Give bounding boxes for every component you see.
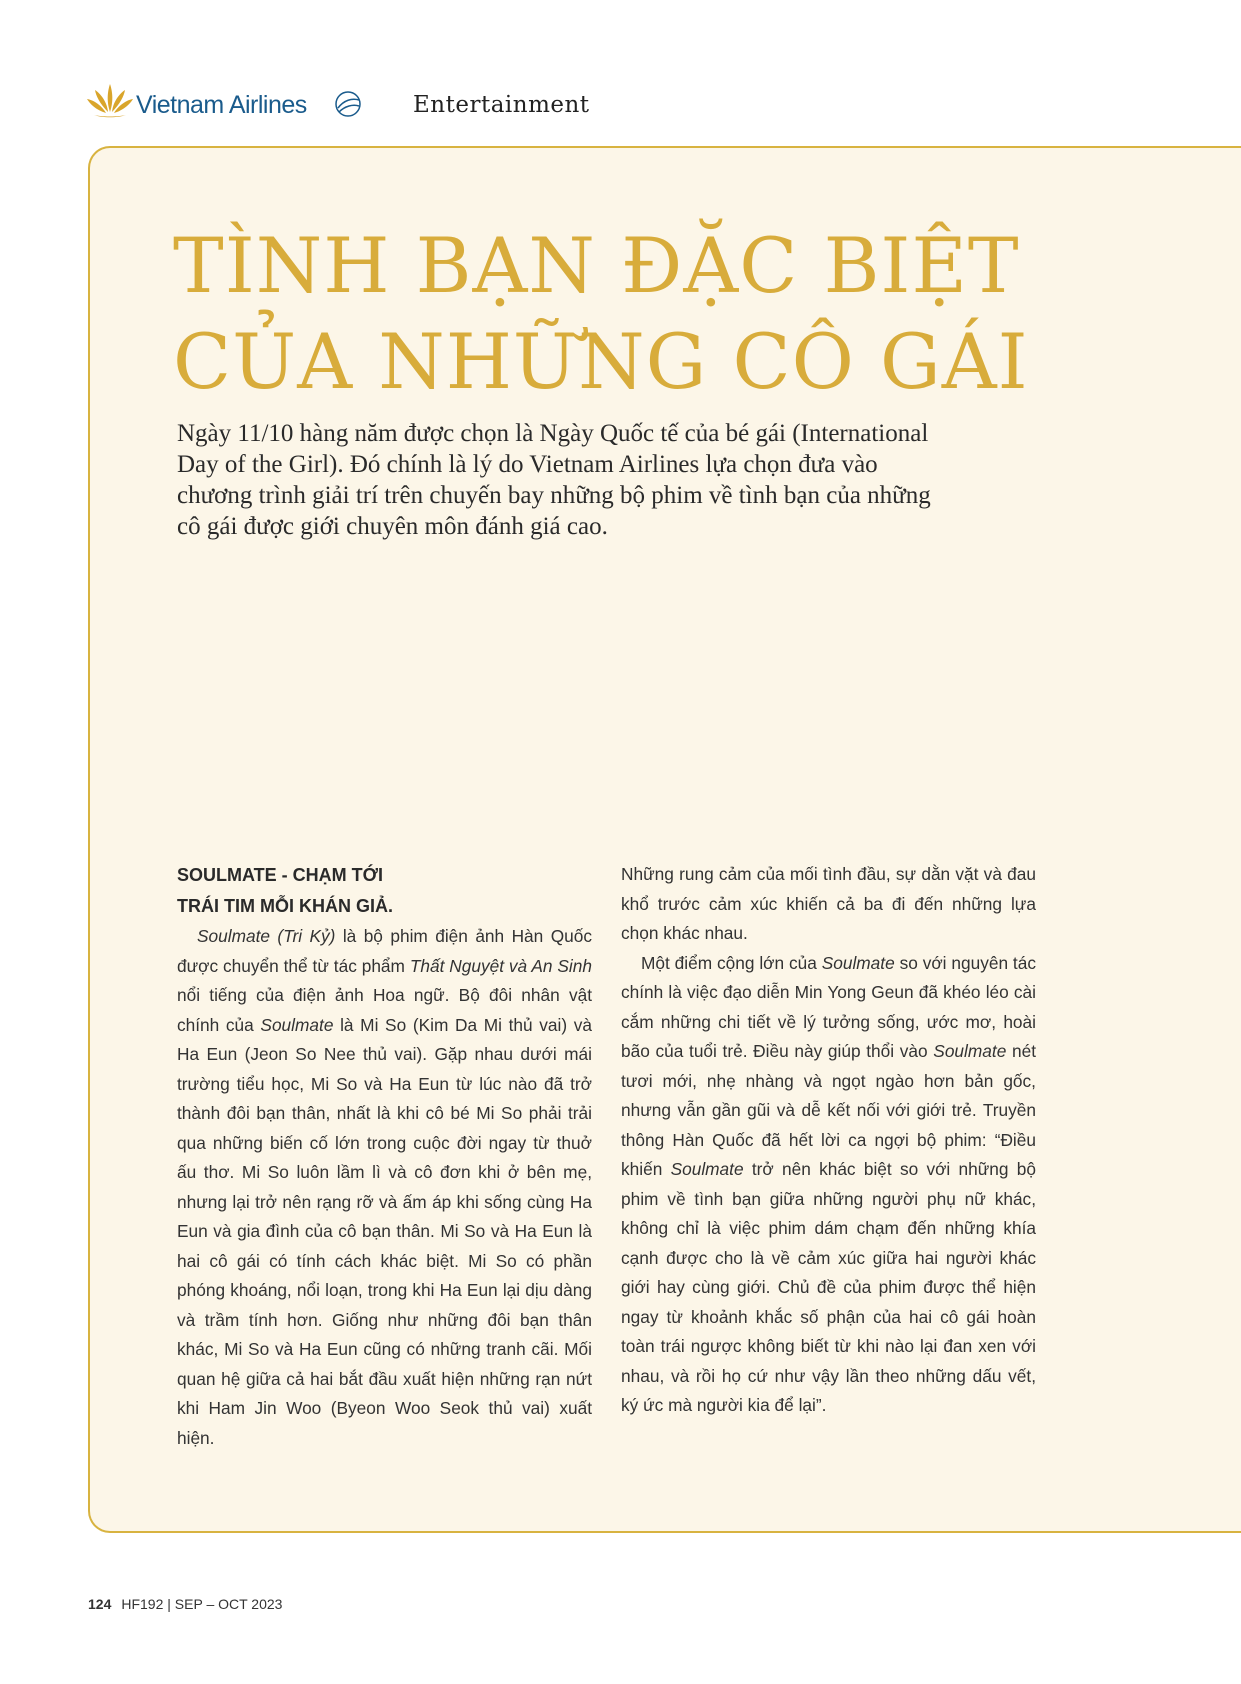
text-run: so với nguyên tác chính là việc đạo diễn Min Yong Geun đã khéo léo cài cắm những chi tiết về lý tưởng sống, ước mơ, hoài bão của tuổi trẻ. Điều này giúp thổi vào [621,952,1036,1061]
film-title: Soulmate [821,952,895,973]
text-run: Một điểm cộng lớn của [641,952,822,973]
text-run: trở nên khác biệt so với những bộ phim về tình bạn giữa những người phụ nữ khác, không chỉ là việc phim dám chạm đến những khía cạnh được cho là về cảm xúc giữa hai người khác giới hay cùng giới. Chủ đề của phim được thể hiện ngay từ khoảnh khắc số phận của hai cô gái hoàn toàn trái ngược không biết từ khi nào lại đan xen với nhau, và rồi họ cứ như vậy lần theo những dấu vết, ký ức mà người kia để lại”. [621,1159,1037,1415]
page-footer [88,1596,282,1612]
page-number: 124 [88,1596,112,1612]
text-run: là bộ phim điện ảnh Hàn Quốc được chuyển thể từ tác phẩm [177,926,592,976]
film-title: Soulmate [933,1041,1007,1061]
paragraph-3 [621,949,1036,1421]
text-run: là Mi So (Kim Da Mi thủ vai) và Ha Eun (Jeon So Nee thủ vai). Gặp nhau dưới mái trường tiểu học, Mi So và Ha Eun từ lúc nào đã trở thành đôi bạn thân, nhất là khi cô bé Mi So phải trải qua những biến cố lớn trong cuộc đời ngay từ thuở ấu thơ. Mi So luôn lầm lì và cô đơn khi ở bên mẹ, nhưng lại trở nên rạng rỡ và ấm áp khi sống cùng Ha Eun và gia đình của cô bạn thân. Mi So và Ha Eun là hai cô gái có tính cách khác biệt. Mi So có phần phóng khoáng, nổi loạn, trong khi Ha Eun lại dịu dàng và trầm tính hơn. Giống như những đôi bạn thân khác, Mi So và Ha Eun cũng có những tranh cãi. Mối quan hệ giữa cả hai bắt đầu xuất hiện những rạn nứt khi Ham Jin Woo (Byeon Woo Seok thủ vai) xuất hiện. [177,1014,592,1448]
issue-info: HF192 | SEP – OCT 2023 [121,1596,283,1612]
film-title: Soulmate [260,1014,334,1035]
article-intro: Ngày 11/10 hàng năm được chọn là Ngày Quốc tế của bé gái (International Day of the Girl). Đó chính là lý do Vietnam Airlines lựa chọn đưa vào chương trình giải trí trên chuyến bay những bộ phim về tình bạn của những cô gái được giới chuyên môn đánh giá cao. [177,420,931,540]
column-left [177,860,592,1453]
text-run: nét tươi mới, nhẹ nhàng và ngọt ngào hơn bản gốc, nhưng vẫn gần gũi và dễ kết nối với giới trẻ. Truyền thông Hàn Quốc đã hết lời ca ngợi bộ phim: “Điều khiến [621,1041,1036,1179]
title-line-2: CỦA NHỮNG CÔ GÁI [173,317,1029,406]
title-line-1: TÌNH BẠN ĐẶC BIỆT [173,221,1020,310]
subhead [177,860,592,922]
skyteam-icon [336,92,360,116]
vietnam-airlines-logo [86,82,386,128]
section-label: Entertainment [413,92,590,118]
paragraph-2: Những rung cảm của mối tình đầu, sự dằn vặt và đau khổ trước cảm xúc khiến cả ba đi đến những lựa chọn khác nhau. [621,864,1036,943]
source-work-title: Thất Nguyệt và An Sinh [409,955,592,976]
column-right [621,860,1036,1421]
paragraph-1 [177,922,592,1453]
film-title: Soulmate (Tri Kỷ) [197,926,336,946]
text-run: nổi tiếng của điện ảnh Hoa ngữ. Bộ đôi nhân vật chính của [177,985,592,1035]
page-header [86,82,726,132]
brand-wordmark: Vietnam Airlines [136,91,307,119]
film-title: Soulmate [670,1159,744,1179]
subhead-line-1: SOULMATE - CHẠM TỚI [177,865,383,885]
article-title [173,218,1153,410]
subhead-line-2: TRÁI TIM MỖI KHÁN GIẢ. [177,896,393,916]
lotus-icon [87,84,133,117]
